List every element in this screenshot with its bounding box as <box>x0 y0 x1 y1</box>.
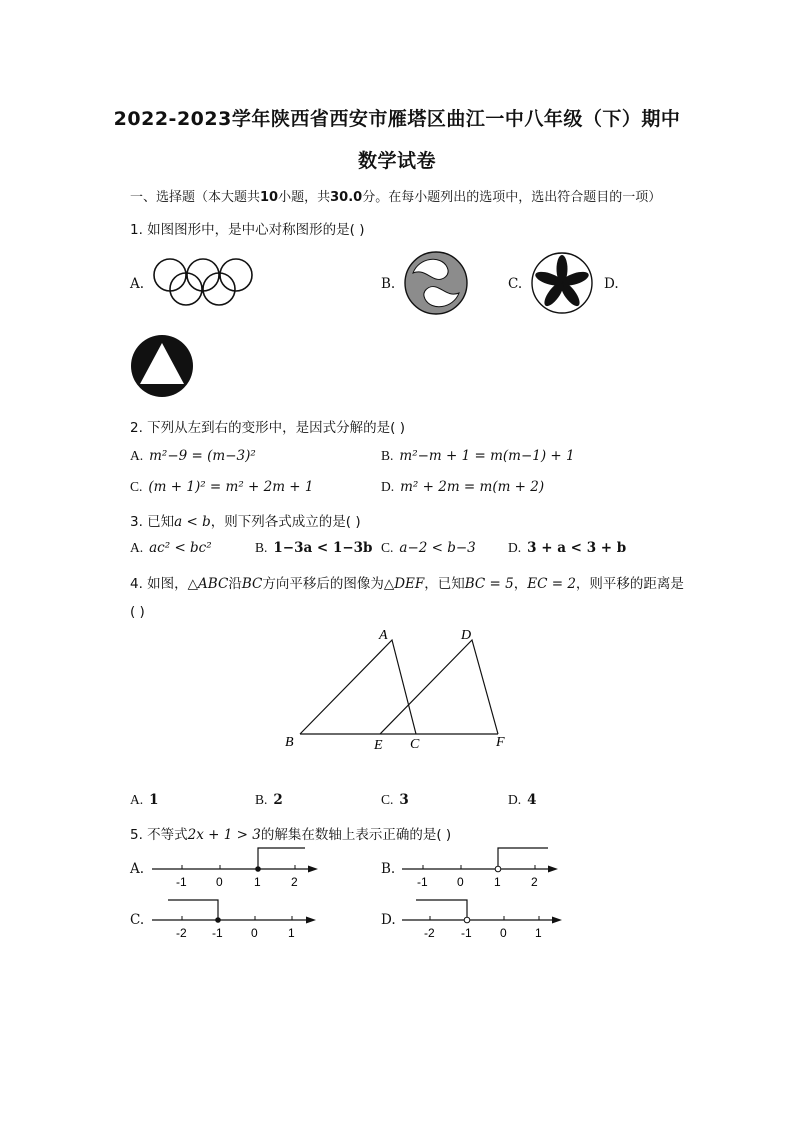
q1-swirl-circle-figure <box>403 251 469 315</box>
q5-b-tick-4: 2 <box>531 875 538 889</box>
q3-option-b[interactable]: B. 1−3a < 1−3b <box>255 540 373 556</box>
q5-option-b-number-line <box>400 845 575 890</box>
question-3-stem: 3. 已知a < b，则下列各式成立的是( ) <box>130 514 361 530</box>
q5-b-tick-3: 1 <box>494 875 501 889</box>
q5-option-a-number-line <box>150 845 325 890</box>
question-1-stem: 1. 如图图形中，是中心对称图形的是( ) <box>130 222 365 238</box>
q5-a-tick-4: 2 <box>291 875 298 889</box>
question-4-stem-line2: ( ) <box>130 604 145 620</box>
q5-d-tick-2: -1 <box>461 926 472 940</box>
q5-b-tick-1: -1 <box>417 875 428 889</box>
q2-option-c[interactable]: C. (m + 1)² = m² + 2m + 1 <box>130 479 314 495</box>
q1-option-d-label[interactable]: D. <box>604 276 619 292</box>
q5-a-tick-3: 1 <box>254 875 261 889</box>
q4-label-c: C <box>410 737 420 752</box>
q5-option-b-label[interactable]: B. <box>381 861 396 877</box>
q1-option-a-label[interactable]: A. <box>130 276 145 292</box>
q4-translated-triangles-figure <box>280 624 520 756</box>
q4-option-a[interactable]: A. 1 <box>130 792 159 808</box>
q5-option-d-number-line <box>400 896 575 941</box>
q5-option-a-label[interactable]: A. <box>130 861 145 877</box>
q1-five-petal-flower-figure <box>530 251 594 315</box>
q4-label-d: D <box>461 628 472 643</box>
q1-option-b-label[interactable]: B. <box>381 276 396 292</box>
q4-label-b: B <box>285 735 294 750</box>
page-subtitle: 数学试卷 <box>357 150 436 172</box>
q1-olympic-rings-figure <box>150 258 260 308</box>
q5-c-tick-2: -1 <box>212 926 223 940</box>
q5-option-d-label[interactable]: D. <box>381 912 396 928</box>
q5-option-c-label[interactable]: C. <box>130 912 145 928</box>
q2-option-a[interactable]: A. m²−9 = (m−3)² <box>130 448 256 464</box>
page-title: 2022-2023学年陕西省西安市雁塔区曲江一中八年级（下）期中 <box>113 108 681 130</box>
q2-option-d[interactable]: D. m² + 2m = m(m + 2) <box>381 479 545 495</box>
q4-label-f: F <box>496 735 505 750</box>
q2-option-b[interactable]: B. m²−m + 1 = m(m−1) + 1 <box>381 448 575 464</box>
q4-option-b[interactable]: B. 2 <box>255 792 283 808</box>
q5-a-tick-2: 0 <box>216 875 223 889</box>
q5-d-tick-1: -2 <box>424 926 435 940</box>
q4-option-d[interactable]: D. 4 <box>508 792 537 808</box>
q5-d-tick-3: 0 <box>500 926 507 940</box>
q5-c-tick-1: -2 <box>176 926 187 940</box>
section-header: 一、选择题（本大题共10小题，共30.0分。在每小题列出的选项中，选出符合题目的一项） <box>130 190 662 205</box>
q3-option-c[interactable]: C. a−2 < b−3 <box>381 540 476 556</box>
q3-option-a[interactable]: A. ac² < bc² <box>130 540 212 556</box>
q1-option-c-label[interactable]: C. <box>508 276 523 292</box>
q4-label-e: E <box>374 738 383 753</box>
q5-d-tick-4: 1 <box>535 926 542 940</box>
q5-a-tick-1: -1 <box>176 875 187 889</box>
q4-label-a: A <box>379 628 388 643</box>
q5-option-c-number-line <box>150 896 325 941</box>
q5-c-tick-4: 1 <box>288 926 295 940</box>
question-2-stem: 2. 下列从左到右的变形中，是因式分解的是( ) <box>130 420 405 436</box>
q3-option-d[interactable]: D. 3 + a < 3 + b <box>508 540 627 556</box>
question-4-stem: 4. 如图，△ABC沿BC方向平移后的图像为△DEF，已知BC = 5，EC = 2，则平移的距离是 <box>130 576 684 592</box>
question-5-stem: 5. 不等式2x + 1 > 3的解集在数轴上表示正确的是( ) <box>130 827 452 843</box>
q4-option-c[interactable]: C. 3 <box>381 792 409 808</box>
q5-c-tick-3: 0 <box>251 926 258 940</box>
q1-circle-with-triangle-figure <box>130 334 194 398</box>
q5-b-tick-2: 0 <box>457 875 464 889</box>
